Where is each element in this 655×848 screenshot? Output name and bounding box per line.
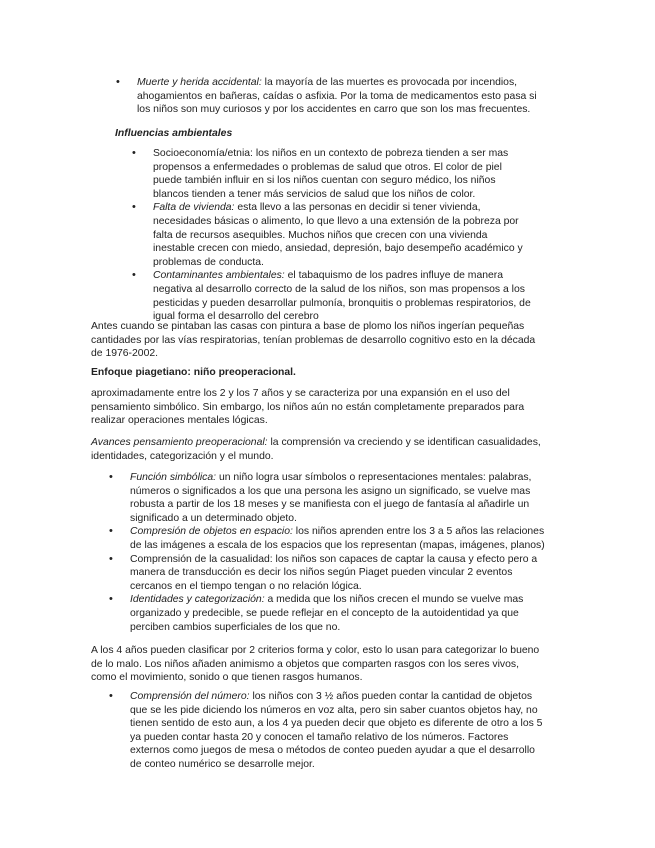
text-number: los niños con 3 ½ años pueden contar la cantidad de objetos que se les pide diciendo los números en voz alta, pero sin saber cuantos objetos hay, no tienen sentido de esto aun, a los 4 ya pueden decir que objeto es diferente de otro a los 5 ya pueden contar hasta 20 y conocen el tamaño relativo de los números. Factores externos como juegos de mesa o métodos de conteo pueden ayudar a que el desarrollo de conteo numérico se desarrolle mejor. [130,691,543,770]
list-item-accidental [137,76,537,117]
term-housing: Falta de vivienda: [153,202,235,214]
term-pollutants: Contaminantes ambientales: [153,270,285,282]
text-identities: a medida que los niños crecen el mundo se vuelve mas organizado y predecible, se puede reflejar en el concepto de la autoidentidad ya que perciben cambios superficiales de los que no. [130,594,524,633]
list-item-pollutants [153,269,531,323]
paragraph-advances [91,436,543,463]
term-number: Comprensión del número: [130,691,250,702]
text-space: los niños aprenden entre los 3 a 5 años las relaciones de las imágenes a escala de los espacios que los representan (mapas, imágenes, planos) [130,526,545,551]
term-identities: Identidades y categorización: [130,594,265,606]
text-socioeconomic: Socioeconomía/etnia: los niños en un contexto de pobreza tienden a ser mas propensos a enfermedades o problemas de salud que otros. El color de piel puede también influir en si los niños cuentan con seguro médico, los niños blancos tienden a tener más servicios de salud que los niños de color. [153,148,509,200]
list-item-number [130,690,546,772]
term-space: Compresión de objetos en espacio: [130,526,293,538]
list-number [130,690,546,772]
text-housing: esta llevo a las personas en decidir si tener vivienda, necesidades básicas o alimento, lo que llevo a una extensión de la pobreza por falta de recursos asequibles. Muchos niños que crecen con una vivienda inestable crecen con miedo, ansiedad, depresión, bajo desempeño académico y problemas de conducta. [153,202,523,268]
term-advances: Avances pensamiento preoperacional: [91,437,268,448]
term-symbolic: Función simbólica: [130,472,217,483]
list-item-causality [130,553,550,594]
text-symbolic: un niño logra usar símbolos o representaciones mentales: palabras, números o significados a los que una persona les asigno un significado, se vuelve mas robusta a partir de los 18 meses y se manifiesta con el juego de fantasía al añadirle un significado a un determinado objeto. [130,472,532,524]
text-pollutants: el tabaquismo de los padres influye de manera negativa al desarrollo correcto de la salud de los niños, son mas propensos a los pesticidas y pueden desarrollar pulmonía, bronquitis o problemas respiratorios, de igual forma el desarrollo del cerebro [153,270,531,323]
paragraph-classification: A los 4 años pueden clasificar por 2 criterios forma y color, esto lo usan para categorizar lo bueno de lo malo. Los niños añaden animismo a objetos que comparten rasgos con los seres vivos, como el movimiento, sonido o que tienen rasgos humanos. [91,645,540,684]
paragraph-lead-paint: Antes cuando se pintaban las casas con pintura a base de plomo los niños ingerían pequeñas cantidades por las vías respiratorias, tenían problemas de desarrollo cognitivo esto en la década de 1976-2002. [91,321,536,360]
text-causality: Comprensión de la casualidad: los niños son capaces de captar la causa y efecto pero a manera de transducción es decir los niños según Piaget pueden vincular 2 eventos cercanos en el tiempo tengan o no relación lógica. [130,553,538,592]
paragraph-preoperational: aproximadamente entre los 2 y los 7 años y se caracteriza por una expansión en el uso del pensamiento simbólico. Sin embargo, los niños aún no están completamente preparados para realizar operaciones mentales lógicas. [91,388,525,427]
text-advances: la comprensión va creciendo y se identifican casualidades, identidades, categorización y el mundo. [91,437,541,462]
heading-environmental: Influencias ambientales [115,128,233,139]
list-item-space [130,525,550,552]
list-item-socioeconomic [153,147,531,201]
list-environmental [153,147,531,324]
term-accidental: Muerte y herida accidental: [137,77,262,88]
heading-piaget: Enfoque piagetiano: niño preoperacional. [91,367,296,378]
list-item-housing [153,201,531,269]
list-preoperational [130,471,550,634]
list-item-identities [130,593,550,634]
list-accidents [137,76,537,117]
list-item-symbolic [130,471,550,525]
text-accidental: la mayoría de las muertes es provocada por incendios, ahogamientos en bañeras, caídas o asfixia. Por la toma de medicamentos esto pasa si los niños son muy curiosos y por los accidentes en carro que son los mas frecuentes. [137,77,537,116]
